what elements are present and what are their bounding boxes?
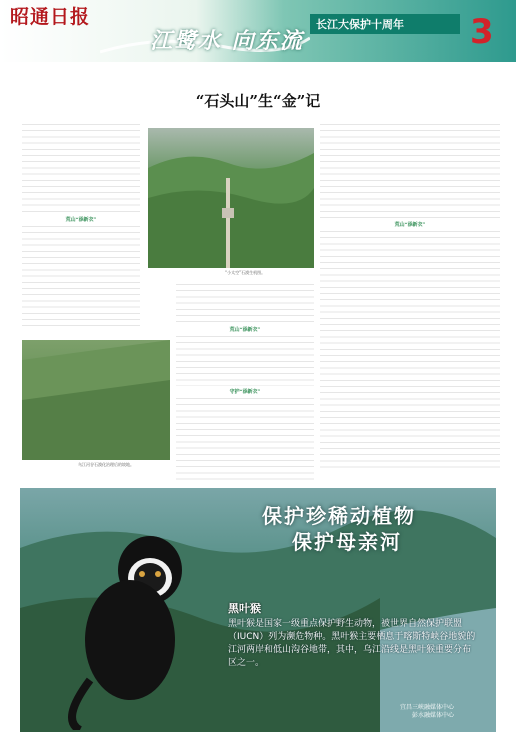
anniversary-subtitle <box>310 34 460 38</box>
photo-caption: 乌江河谷石漠化治理后的坡地。 <box>78 462 134 467</box>
species-description: 黑叶猴是国家一级重点保护野生动物，被世界自然保护联盟（IUCN）列为濒危物种。黑叶猴主要栖息于喀斯特峡谷地貌的江河两岸和低山沟谷地带，其中，乌江沿线是黑叶猴重要分布区之一。 <box>228 619 476 668</box>
article-column-2 <box>176 284 314 480</box>
photo-credit <box>400 704 454 720</box>
slope-illustration <box>22 340 170 460</box>
body-text-block <box>22 226 140 326</box>
body-text-block <box>22 124 140 214</box>
anniversary-badge <box>310 14 460 56</box>
langur-illustration <box>30 500 230 730</box>
article-column-3 <box>320 124 500 479</box>
body-text-block <box>320 231 500 471</box>
section-subhead: 荒山“添新衣” <box>65 217 97 223</box>
body-text-block <box>176 284 314 324</box>
body-text-block <box>176 336 314 386</box>
page-number: 3 <box>470 12 494 52</box>
photo-caption: “小太空”石漠生机图。 <box>225 270 266 275</box>
section-subhead: 荒山“添新衣” <box>394 222 426 228</box>
credit-line: 宜昌三峡融媒体中心 <box>400 704 455 711</box>
body-text-block <box>176 398 314 480</box>
body-text-block <box>320 124 500 219</box>
credit-line: 彭水融媒体中心 <box>412 712 455 719</box>
page-header <box>0 0 516 62</box>
anniversary-title: 长江大保护十周年 <box>310 14 460 34</box>
section-subhead: 守护“添新衣” <box>229 389 261 396</box>
article-column-1 <box>22 124 140 334</box>
hillside-photo <box>148 128 314 268</box>
feature-headline-2: 保护母亲河 <box>292 530 402 554</box>
feature-headline-1: 保护珍稀动植物 <box>262 504 416 528</box>
slope-photo <box>22 340 170 460</box>
section-subhead: 荒山“添新衣” <box>229 327 261 333</box>
banner-title: 江鹭水 向东流 <box>150 28 304 54</box>
masthead: 昭通日报 <box>10 6 91 28</box>
article-title: “石头山”生“金”记 <box>195 92 321 110</box>
species-name: 黑叶猴 <box>228 602 261 615</box>
terrain-illustration <box>148 128 314 268</box>
